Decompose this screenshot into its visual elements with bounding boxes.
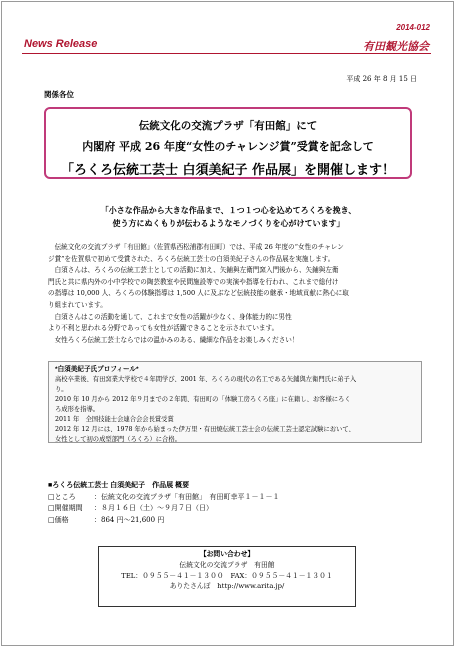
header-bar: [22, 36, 431, 54]
contact-phone: TEL：０９５５－４１－１３００ FAX：０９５５－４１－１３０１: [121, 571, 333, 580]
exhibit-value: ：８月１６日（土）～９月７日（日）: [94, 504, 213, 513]
profile-line: ろ成形を指導。: [55, 406, 100, 413]
contact-website-link[interactable]: ありたさんぽ http://www.arita.jp/: [169, 582, 285, 591]
title-line-1: 伝統文化の交流プラザ「有田館」にて: [138, 120, 318, 132]
document-number: 2014-012: [396, 23, 430, 32]
press-release-page: [1, 1, 454, 646]
lead-quote: [2, 204, 454, 230]
profile-heading: *白須美紀子氏プロフィール*: [55, 366, 139, 373]
exhibit-row-price: [48, 515, 280, 527]
body-line: 白須さんは、ろくろの伝統工芸士としての活動に加え、矢鋪與左衛門窯入門後から、矢鋪與左衛: [54, 266, 339, 275]
organization-name: 有田観光協会: [363, 41, 429, 53]
lead-line-2: 使う方にぬくもりが伝わるようなモノづくりを心がけています」: [112, 218, 345, 228]
exhibit-row-location: [48, 492, 280, 504]
body-line: 門氏と共に県内外の小中学校での陶芸教室や民間施設等での実演や指導を行われ、これまで総付け: [48, 277, 339, 286]
exhibit-heading: ■ろくろ伝統工芸士 白須美紀子 作品展 概要: [48, 482, 190, 489]
title-line-2: 内閣府 平成 26 年度“女性のチャレンジ賞”受賞を記念して: [82, 140, 374, 153]
exhibit-overview: [48, 480, 280, 526]
contact-heading: 【お問い合わせ】: [199, 551, 255, 558]
profile-line: 2010 年 10 月から 2012 年９月までの２年間、有田町の「体験工房ろくろ座」に在籍し、お客様にろく: [55, 396, 351, 403]
addressee: 関係各位: [44, 90, 74, 99]
exhibit-row-period: [48, 503, 280, 515]
contact-box: [98, 546, 356, 607]
exhibit-value: ：伝統文化の交流プラザ「有田館」 有田町幸平１－１－１: [94, 492, 280, 501]
contact-organization: 伝統文化の交流プラザ 有田館: [179, 561, 275, 570]
exhibit-label: □開催期間: [48, 504, 83, 513]
body-line: の指導は 10,000 人、ろくろの体験指導は 1,500 人に及ぶなど伝統技能の継承・地域貢献に熱心に取: [48, 289, 349, 298]
body-text: [48, 242, 413, 346]
profile-line: 2012 年 12 月には、1978 年から始まった伊万里・有田焼伝統工芸士会の伝統工芸士認定試験において、: [55, 426, 355, 433]
body-line: り組まれています。: [48, 300, 107, 309]
release-date: 平成 26 年 8 月 15 日: [346, 75, 417, 83]
news-release-label: News Release: [24, 38, 98, 50]
body-line: ジ賞”を佐賀県で初めて受賞された、ろくろ伝統工芸士の白須美紀子さんの作品展を実施します。: [48, 254, 335, 263]
body-line: 伝統文化の交流プラザ「有田館」（佐賀県西松浦郡有田町）では、平成 26 年度の“女性のチャレン: [54, 243, 344, 251]
title-box: [44, 107, 412, 179]
exhibit-label: □価格: [48, 515, 69, 524]
profile-line: 女性として初の成型部門（ろくろ）に合格。: [55, 436, 181, 443]
profile-line: り。: [55, 386, 68, 393]
profile-box: [48, 361, 422, 443]
body-line: 女性ろくろ伝統工芸士ならではの温かみのある、繊細な作品をお楽しみください！: [54, 335, 299, 344]
lead-line-1: 「小さな作品から大きな作品まで、１つ１つ心を込めてろくろを挽き、: [100, 205, 357, 215]
title-line-3: 「ろくろ伝統工芸士 白須美紀子 作品展」を開催します！: [60, 163, 396, 178]
profile-line: 高校卒業後、有田窯業大学校で４年間学び、2001 年、ろくろの現代の名工である矢鋪與左衛門氏に弟子入: [55, 376, 357, 383]
body-line: 白須さんはこの活動を通して、これまで女性の活躍が少なく、身体能力的に男性: [54, 312, 292, 321]
profile-line: 2011 年 全国技能士会連合会会長賞受賞: [55, 416, 174, 423]
body-line: より不利と思われる分野であっても女性が活躍できることを示されています。: [48, 324, 279, 333]
exhibit-value: ：864 円～21,600 円: [94, 515, 165, 524]
exhibit-label: □ところ: [48, 492, 76, 501]
